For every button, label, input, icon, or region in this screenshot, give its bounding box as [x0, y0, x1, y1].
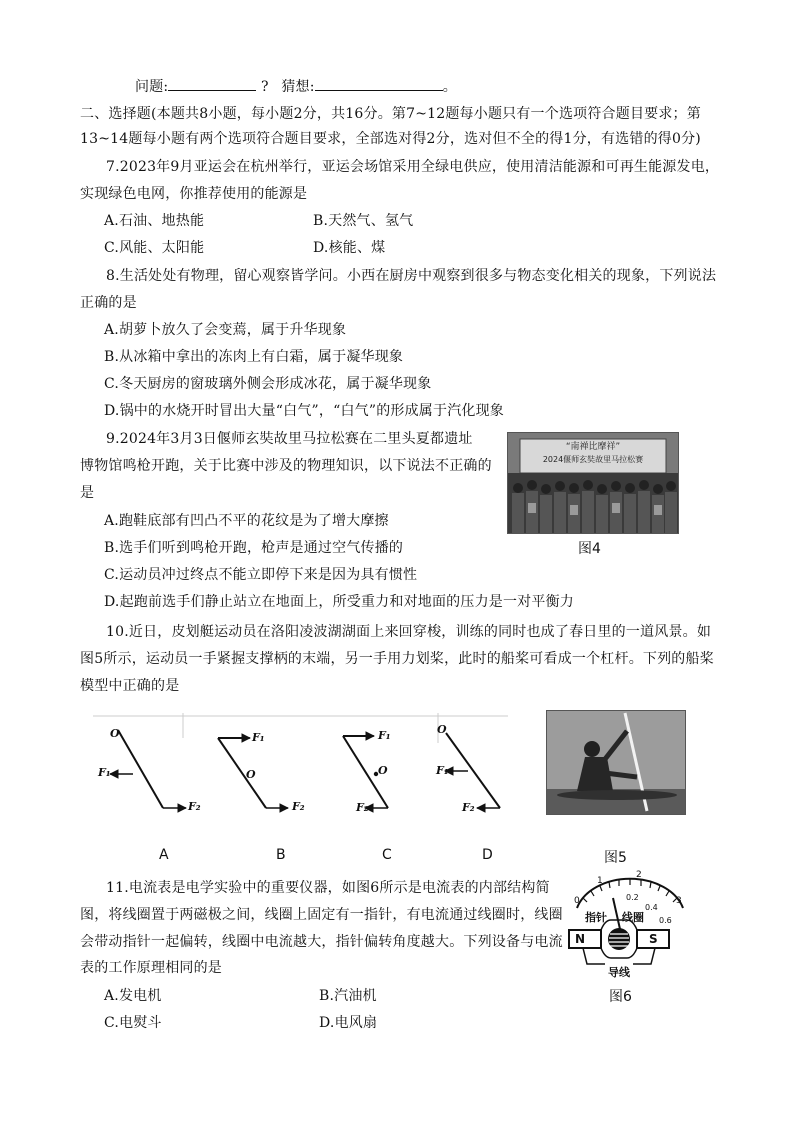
- q9-option-b: B.选手们听到鸣枪开跑，枪声是通过空气传播的: [104, 540, 404, 556]
- option-letter-d: D: [482, 847, 493, 863]
- model-b-label-f2: F₂: [292, 800, 305, 813]
- q10-line1: 10.近日，皮划艇运动员在洛阳凌波湖湖面上来回穿梭，训练的同时也成了春日里的一道风景。如: [106, 624, 712, 640]
- q8-option-a: A.胡萝卜放久了会变蔫，属于升华现象: [104, 322, 347, 338]
- q9-option-a: A.跑鞋底部有凹凸不平的花纹是为了增大摩擦: [104, 513, 389, 529]
- paddle-lever-models: [88, 708, 528, 833]
- q7-option-d: D.核能、煤: [313, 240, 386, 256]
- north-label: N: [575, 932, 586, 946]
- model-b-label-f1: F₁: [252, 731, 265, 744]
- q11-line3: 会带动指针一起偏转，线圈中电流越大，指针偏转角度越大。下列设备与电流: [80, 934, 563, 950]
- scale-label-1: 1: [597, 876, 603, 886]
- option-letter-b: B: [276, 847, 286, 863]
- model-c-label-f2: F₂: [356, 801, 369, 814]
- q11-option-d: D.电风扇: [319, 1015, 378, 1031]
- ammeter-diagram: [565, 868, 695, 988]
- model-d: [445, 733, 500, 808]
- scale-small-label-0-6: 0.6: [659, 916, 672, 925]
- q11-option-c: C.电熨斗: [104, 1015, 162, 1031]
- model-d-label-f2: F₂: [462, 801, 475, 814]
- south-label: S: [649, 932, 658, 946]
- model-b-paddle: [218, 738, 266, 808]
- q8-option-b: B.从冰箱中拿出的冻肉上有白霜，属于凝华现象: [104, 349, 404, 365]
- q7-line1: 7.2023年9月亚运会在杭州举行，亚运会场馆采用全绿电供应，使用清洁能源和可再生能源发电，: [106, 159, 720, 175]
- q10-line3: 模型中正确的是: [80, 678, 180, 694]
- q9-option-d: D.起跑前选手们静止站立在地面上，所受重力和对地面的压力是一对平衡力: [104, 594, 574, 610]
- scale-label-0: 0: [574, 896, 580, 906]
- kayaker-illustration: [547, 711, 685, 814]
- banner-line2: 2024偃师玄奘故里马拉松赛: [542, 455, 644, 464]
- q8-line1: 8.生活处处有物理，留心观察皆学问。小西在厨房中观察到很多与物态变化相关的现象，下列说法: [106, 268, 717, 284]
- q11-line2: 图，将线圈置于两磁极之间，线圈上固定有一指针，有电流通过线圈时，线圈: [80, 907, 563, 923]
- q9-line1: 9.2024年3月3日偃师玄奘故里马拉松赛在二里头夏都遗址: [106, 431, 473, 447]
- q9-option-c: C.运动员冲过终点不能立即停下来是因为具有惯性: [104, 567, 418, 583]
- q8-option-d: D.锅中的水烧开时冒出大量“白气”，“白气”的形成属于汽化现象: [104, 403, 505, 419]
- model-c-label-f1: F₁: [378, 729, 391, 742]
- guess-label: 猜想:: [281, 79, 315, 95]
- kayaker-photo: [546, 710, 686, 815]
- question-blank: [168, 76, 256, 91]
- model-a-label-o: O: [110, 727, 120, 740]
- q8-line2: 正确的是: [80, 295, 137, 311]
- section2-line2: 13~14题每小题有两个选项符合题目要求，全部选对得2分，选对但不全的得1分，有选错的得0分): [80, 131, 701, 147]
- coil: [608, 928, 630, 950]
- model-a-label-f2: F₂: [188, 800, 201, 813]
- scale-label-2: 2: [636, 870, 642, 880]
- end-mark: 。: [442, 79, 457, 95]
- model-b-label-o: O: [246, 768, 256, 781]
- question-mark: ?: [260, 79, 269, 95]
- fig4-caption: 图4: [578, 541, 601, 557]
- fig6-caption: 图6: [609, 989, 632, 1005]
- q7-option-a: A.石油、地热能: [104, 213, 205, 229]
- model-a: [110, 730, 186, 808]
- pointer-label: 指针: [585, 911, 607, 924]
- guess-blank: [315, 76, 443, 91]
- q9-line3: 是: [80, 485, 95, 501]
- q7-option-b: B.天然气、氢气: [313, 213, 414, 229]
- model-d-label-o: O: [437, 723, 447, 736]
- model-c-label-o: O: [378, 764, 388, 777]
- model-a-paddle: [118, 730, 163, 808]
- section2-line1: 二、选择题(本题共8小题，每小题2分，共16分。第7~12题每小题只有一个选项符合题目要求；第: [80, 106, 701, 122]
- q7-line2: 实现绿色电网，你推荐使用的能源是: [80, 186, 308, 202]
- model-d-label-f1: F₁: [436, 764, 449, 777]
- q11-line4: 表的工作原理相同的是: [80, 960, 222, 976]
- q7-option-c: C.风能、太阳能: [104, 240, 205, 256]
- scale-small-label-0-4: 0.4: [645, 903, 658, 912]
- question-label: 问题:: [135, 79, 169, 95]
- option-letter-a: A: [159, 847, 169, 863]
- q10-line2: 图5所示，运动员一手紧握支撑柄的末端，另一手用力划桨，此时的船桨可看成一个杠杆。下列的船桨: [80, 651, 714, 667]
- q11-option-b: B.汽油机: [319, 988, 377, 1004]
- q11-line1: 11.电流表是电学实验中的重要仪器，如图6所示是电流表的内部结构简: [106, 880, 550, 896]
- q8-option-c: C.冬天厨房的窗玻璃外侧会形成冰花，属于凝华现象: [104, 376, 432, 392]
- marathon-photo: [507, 432, 679, 534]
- banner-line1: “南禅比摩祥”: [565, 442, 621, 452]
- scale-small-label-0-2: 0.2: [626, 893, 639, 902]
- scale-label-3: 3: [676, 896, 682, 906]
- coil-label: 线圈: [622, 911, 644, 924]
- model-a-label-f1: F₁: [98, 766, 111, 779]
- wire-label: 导线: [608, 966, 630, 979]
- q9-line2: 博物馆鸣枪开跑，关于比赛中涉及的物理知识，以下说法不正确的: [80, 458, 492, 474]
- option-letter-c: C: [382, 847, 392, 863]
- fig5-caption: 图5: [604, 850, 627, 866]
- question-prompt-line: [135, 76, 457, 97]
- q11-option-a: A.发电机: [104, 988, 162, 1004]
